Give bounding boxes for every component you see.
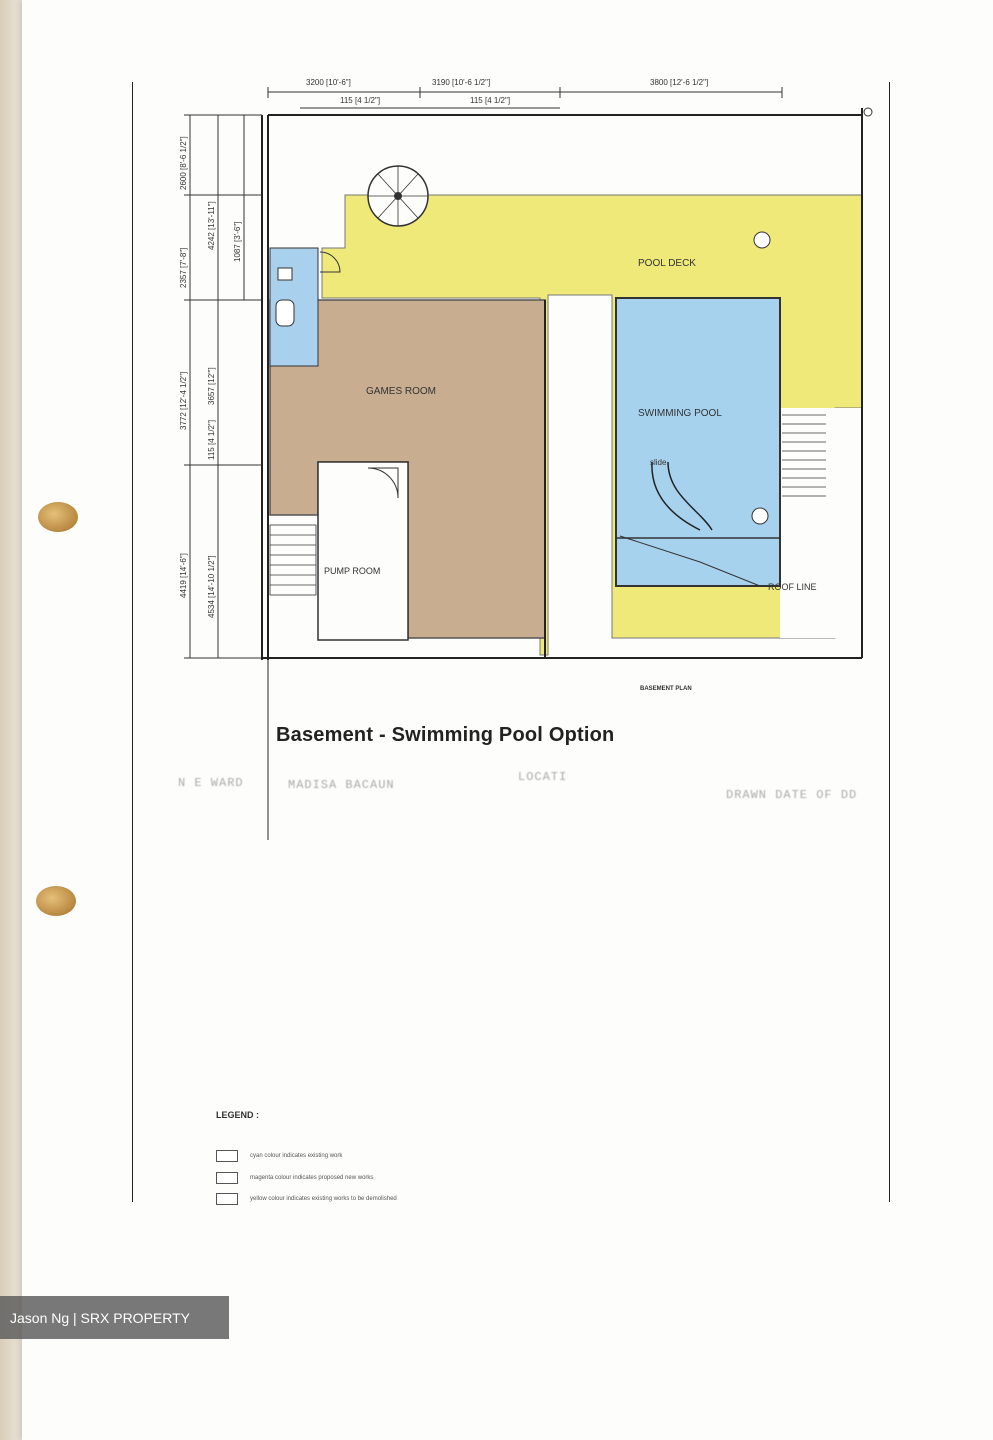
- left-dim-outer-2: 2357 [7'-8"]: [179, 247, 188, 288]
- pool-drain-icon: [752, 508, 768, 524]
- legend-swatch: [216, 1193, 238, 1205]
- slide-label: slide: [650, 458, 667, 467]
- legend-heading: LEGEND :: [216, 1110, 260, 1120]
- roof-line-label: ROOF LINE: [768, 582, 817, 592]
- left-dim-mid-4: 4534 [14'-10 1/2"]: [207, 555, 216, 618]
- left-dim-mid-1: 4242 [13'-11"]: [207, 201, 216, 250]
- swimming-pool-label: SWIMMING POOL: [638, 408, 722, 419]
- spiral-staircase-icon: [368, 166, 428, 226]
- left-staircase-icon: [270, 525, 316, 595]
- toilet-icon: [276, 300, 294, 326]
- legend-text: cyan colour indicates existing work: [250, 1153, 343, 1159]
- legend-item: [216, 1193, 397, 1205]
- top-small-dim-1: 115 [4 1/2"]: [340, 96, 381, 105]
- pump-room-area: [318, 462, 408, 640]
- top-dim-3: 3800 [12'-6 1/2"]: [650, 78, 709, 87]
- left-dim-outer-4: 4419 [14'-6"]: [179, 553, 188, 598]
- legend-item: [216, 1150, 342, 1162]
- top-dim-1: 3200 [10'-6"]: [306, 78, 351, 87]
- legend-text: magenta colour indicates proposed new works: [250, 1175, 374, 1181]
- left-dim-mid-3: 115 [4 1/2"]: [207, 419, 216, 460]
- left-dim-mid-2: 3657 [12'"]: [207, 367, 216, 405]
- legend-text: yellow colour indicates existing works to be demolished: [250, 1196, 397, 1202]
- faded-center-text: LOCATI: [518, 770, 568, 784]
- pool-deck-label: POOL DECK: [638, 258, 696, 269]
- top-dim-2: 3190 [10'-6 1/2"]: [432, 78, 491, 87]
- legend-swatch: [216, 1150, 238, 1162]
- left-dim-outer-1: 2600 [8'-6 1/2"]: [179, 136, 188, 190]
- legend-item: [216, 1172, 373, 1184]
- faded-left-code: N E WARD: [178, 776, 244, 790]
- left-dim-outer-3: 3772 [12'-4 1/2"]: [179, 371, 188, 430]
- grid-marker-icon: [864, 108, 872, 116]
- pump-room-label: PUMP ROOM: [324, 566, 381, 576]
- stair-notch: [780, 408, 862, 638]
- faded-right-text: DRAWN DATE OF DD: [726, 788, 858, 802]
- watermark-badge: Jason Ng | SRX PROPERTY: [0, 1296, 229, 1339]
- left-dimension-lines: [184, 115, 262, 658]
- top-small-dim-2: 115 [4 1/2"]: [470, 96, 511, 105]
- plan-caption: BASEMENT PLAN: [640, 686, 692, 692]
- faded-left-name: MADISA BACAUN: [288, 778, 395, 792]
- drawing-title: Basement - Swimming Pool Option: [276, 724, 615, 746]
- games-room-label: GAMES ROOM: [366, 386, 437, 397]
- basin-icon: [278, 268, 292, 280]
- left-dim-inner-1: 1087 [3'-6"]: [233, 221, 242, 262]
- legend-swatch: [216, 1172, 238, 1184]
- deck-drain-icon: [754, 232, 770, 248]
